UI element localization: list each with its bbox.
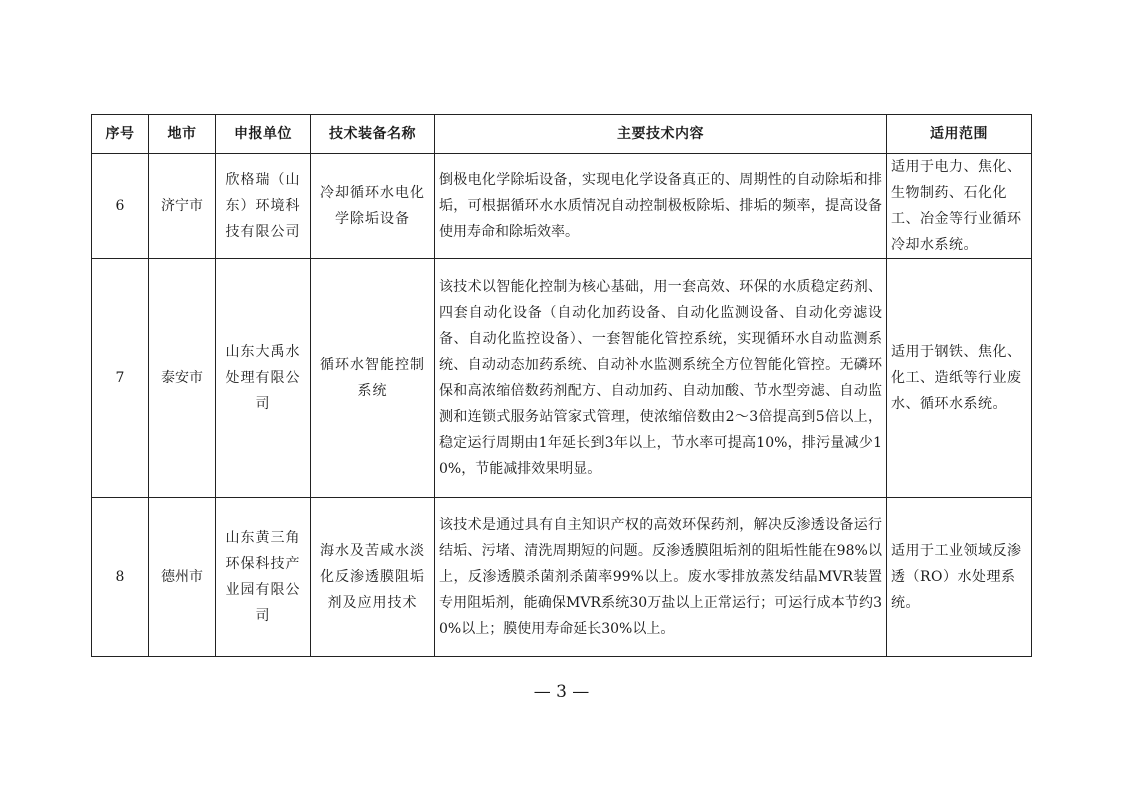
cell-tech-name: 冷却循环水电化学除垢设备 bbox=[311, 154, 435, 259]
cell-num: 7 bbox=[92, 259, 149, 498]
cell-city: 德州市 bbox=[149, 498, 216, 657]
header-name: 技术装备名称 bbox=[311, 115, 435, 154]
table-row bbox=[92, 498, 1032, 657]
cell-num: 6 bbox=[92, 154, 149, 259]
cell-content: 该技术是通过具有自主知识产权的高效环保药剂，解决反渗透设备运行结垢、污堵、清洗周期短的问题。反渗透膜阻垢剂的阻垢性能在98%以上，反渗透膜杀菌剂杀菌率99%以上。废水零排放蒸发结晶MVR装置专用阻垢剂，能确保MVR系统30万盐以上正常运行；可运行成本节约30%以上；膜使用寿命延长30%以上。 bbox=[435, 498, 887, 657]
table-row bbox=[92, 259, 1032, 498]
cell-tech-name: 循环水智能控制系统 bbox=[311, 259, 435, 498]
tech-equipment-table bbox=[91, 114, 1032, 657]
page-number: — 3 — bbox=[533, 682, 590, 702]
header-scope: 适用范围 bbox=[887, 115, 1032, 154]
cell-scope: 适用于电力、焦化、生物制药、石化化工、冶金等行业循环冷却水系统。 bbox=[887, 154, 1032, 259]
header-city: 地市 bbox=[149, 115, 216, 154]
cell-city: 泰安市 bbox=[149, 259, 216, 498]
cell-unit: 山东大禹水处理有限公司 bbox=[216, 259, 311, 498]
cell-tech-name: 海水及苦咸水淡化反渗透膜阻垢剂及应用技术 bbox=[311, 498, 435, 657]
cell-city: 济宁市 bbox=[149, 154, 216, 259]
table-row bbox=[92, 154, 1032, 259]
cell-unit: 山东黄三角环保科技产业园有限公司 bbox=[216, 498, 311, 657]
header-unit: 申报单位 bbox=[216, 115, 311, 154]
cell-num: 8 bbox=[92, 498, 149, 657]
header-content: 主要技术内容 bbox=[435, 115, 887, 154]
header-num: 序号 bbox=[92, 115, 149, 154]
table-header-row bbox=[92, 115, 1032, 154]
cell-scope: 适用于钢铁、焦化、化工、造纸等行业废水、循环水系统。 bbox=[887, 259, 1032, 498]
cell-unit: 欣格瑞（山东）环境科技有限公司 bbox=[216, 154, 311, 259]
cell-content: 倒极电化学除垢设备，实现电化学设备真正的、周期性的自动除垢和排垢，可根据循环水水质情况自动控制极板除垢、排垢的频率，提高设备使用寿命和除垢效率。 bbox=[435, 154, 887, 259]
cell-content: 该技术以智能化控制为核心基础，用一套高效、环保的水质稳定药剂、四套自动化设备（自动化加药设备、自动化监测设备、自动化旁滤设备、自动化监控设备）、一套智能化管控系统，实现循环水自动监测系统、自动动态加药系统、自动补水监测系统全方位智能化管控。无磷环保和高浓缩倍数药剂配方、自动加药、自动加酸、节水型旁滤、自动监测和连锁式服务站管家式管理，使浓缩倍数由2～3倍提高到5倍以上，稳定运行周期由1年延长到3年以上，节水率可提高10%，排污量减少10%，节能减排效果明显。 bbox=[435, 259, 887, 498]
cell-scope: 适用于工业领域反渗透（RO）水处理系统。 bbox=[887, 498, 1032, 657]
